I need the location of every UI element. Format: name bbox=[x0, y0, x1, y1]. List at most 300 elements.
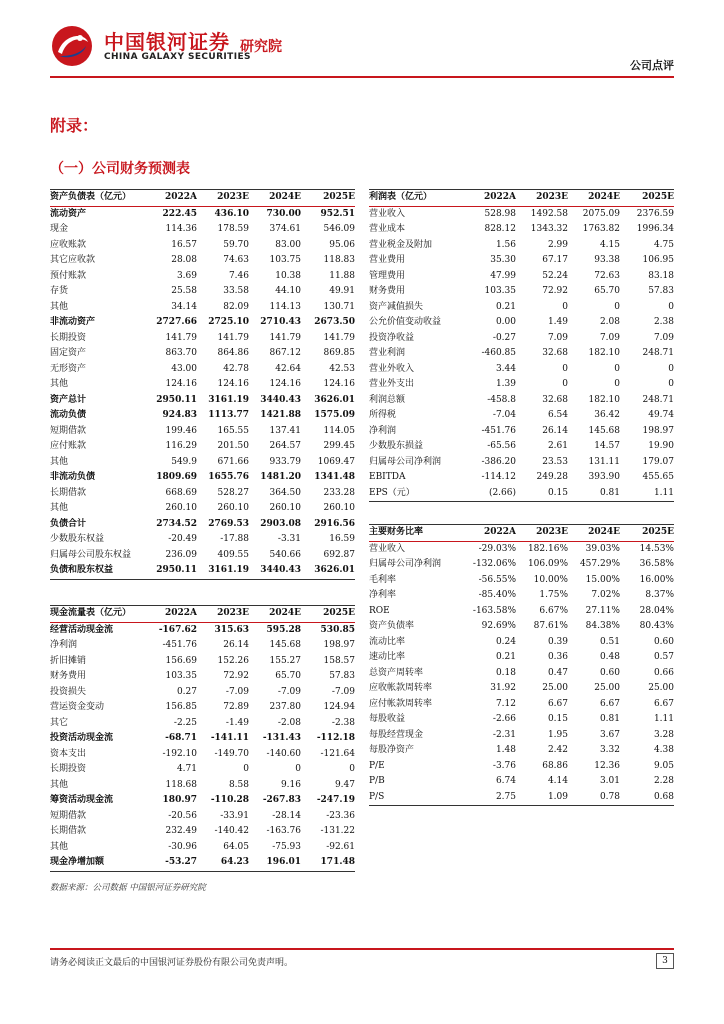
cell-value: 0.60 bbox=[653, 636, 674, 647]
cell-value: 80.43% bbox=[639, 621, 674, 632]
cell-value: 47.99 bbox=[490, 270, 516, 281]
cell-value: -3.76 bbox=[492, 760, 516, 771]
table-row bbox=[50, 762, 355, 778]
row-label: 营业外收入 bbox=[369, 363, 415, 374]
cell-value: 84.38% bbox=[585, 621, 620, 632]
cell-value: 0 bbox=[614, 363, 620, 374]
table-row bbox=[369, 557, 674, 573]
row-label: 预付账款 bbox=[50, 270, 87, 281]
row-label: 短期借款 bbox=[50, 810, 87, 821]
cell-value: 1343.32 bbox=[530, 224, 568, 235]
table-row bbox=[50, 331, 355, 347]
cell-value: 49.74 bbox=[648, 410, 674, 421]
cell-value: 0.36 bbox=[547, 652, 568, 663]
cell-value: 27.11% bbox=[585, 605, 620, 616]
cell-value: -167.62 bbox=[158, 624, 197, 635]
cell-value: -140.60 bbox=[266, 748, 301, 759]
cell-value: -85.40% bbox=[478, 590, 516, 601]
cell-value: 7.02% bbox=[591, 590, 620, 601]
row-label: 每股经营现金 bbox=[369, 729, 424, 740]
cell-value: 248.71 bbox=[642, 394, 674, 405]
cell-value: 52.24 bbox=[542, 270, 568, 281]
row-label: 存货 bbox=[50, 286, 69, 297]
cell-value: 2950.11 bbox=[145, 563, 197, 579]
cell-value: 124.16 bbox=[217, 379, 249, 390]
cell-value: 6.67 bbox=[599, 698, 620, 709]
table-row bbox=[50, 622, 355, 638]
cell-value: 103.35 bbox=[165, 671, 197, 682]
cell-value: 1.56 bbox=[495, 239, 516, 250]
cell-value: 2075.09 bbox=[582, 208, 620, 219]
cell-value: 233.28 bbox=[323, 487, 355, 498]
cell-value: 15.00% bbox=[585, 574, 620, 585]
footer-disclaimer: 请务必阅读正文最后的中国银河证券股份有限公司免责声明。 bbox=[50, 958, 294, 968]
cell-value: 530.85 bbox=[320, 624, 355, 635]
row-label: 资产总计 bbox=[50, 394, 87, 405]
cell-value: 1809.69 bbox=[156, 472, 197, 483]
table-row bbox=[369, 650, 674, 666]
table-row bbox=[369, 728, 674, 744]
cell-value: 2.99 bbox=[547, 239, 568, 250]
cell-value: 16.57 bbox=[171, 239, 197, 250]
row-label: 长期投资 bbox=[50, 332, 87, 343]
row-label: 营业利润 bbox=[369, 348, 406, 359]
cell-value: 0 bbox=[295, 764, 301, 775]
cell-value: 2.28 bbox=[653, 776, 674, 787]
cell-value: 44.10 bbox=[275, 286, 301, 297]
column-header: 2025E bbox=[301, 606, 355, 623]
column-header: 2025E bbox=[301, 190, 355, 207]
cell-value: 145.68 bbox=[269, 640, 301, 651]
cell-value: 141.79 bbox=[165, 332, 197, 343]
row-label: 无形资产 bbox=[50, 363, 87, 374]
cell-value: -17.88 bbox=[220, 534, 249, 545]
cell-value: 3626.01 bbox=[301, 563, 355, 579]
cell-value: 2376.59 bbox=[636, 208, 674, 219]
cell-value: 141.79 bbox=[323, 332, 355, 343]
table-header-row bbox=[50, 190, 355, 207]
cell-value: 869.85 bbox=[323, 348, 355, 359]
cell-value: 0.39 bbox=[547, 636, 568, 647]
cell-value: -247.19 bbox=[316, 795, 355, 806]
column-header: 2023E bbox=[197, 190, 249, 207]
cell-value: 260.10 bbox=[165, 503, 197, 514]
cell-value: 179.07 bbox=[642, 456, 674, 467]
cell-value: 528.27 bbox=[217, 487, 249, 498]
cell-value: 2.75 bbox=[464, 790, 516, 806]
row-label: 管理费用 bbox=[369, 270, 406, 281]
table-row bbox=[369, 284, 674, 300]
row-label: 营业税金及附加 bbox=[369, 239, 433, 250]
cell-value: 103.75 bbox=[269, 255, 301, 266]
cell-value: 0 bbox=[668, 379, 674, 390]
row-label: 净利润 bbox=[50, 640, 78, 651]
row-label: 每股收益 bbox=[369, 714, 406, 725]
balance-sheet-table bbox=[50, 189, 355, 580]
table-row bbox=[50, 793, 355, 809]
row-label: 负债合计 bbox=[50, 518, 87, 529]
cell-value: 2710.43 bbox=[260, 317, 301, 328]
cell-value: -460.85 bbox=[481, 348, 516, 359]
cell-value: 3.44 bbox=[495, 363, 516, 374]
cell-value: 730.00 bbox=[266, 208, 301, 219]
cell-value: 0.21 bbox=[495, 301, 516, 312]
row-label: 利润总额 bbox=[369, 394, 406, 405]
row-label: 其他 bbox=[50, 456, 69, 467]
cell-value: 178.59 bbox=[217, 224, 249, 235]
cell-value: 95.06 bbox=[329, 239, 355, 250]
row-label: 净利率 bbox=[369, 590, 397, 601]
cell-value: 106.95 bbox=[642, 255, 674, 266]
row-label: 归属母公司净利润 bbox=[369, 559, 442, 570]
cell-value: 65.70 bbox=[594, 286, 620, 297]
cell-value: 0.21 bbox=[495, 652, 516, 663]
cell-value: 42.64 bbox=[275, 363, 301, 374]
cell-value: 124.16 bbox=[165, 379, 197, 390]
table-row bbox=[50, 517, 355, 533]
cell-value: -30.96 bbox=[168, 841, 197, 852]
table-title: 利润表（亿元） bbox=[369, 190, 464, 207]
page-header bbox=[0, 0, 724, 80]
cell-value: 455.65 bbox=[642, 472, 674, 483]
cell-value: 393.90 bbox=[588, 472, 620, 483]
cell-value: 299.45 bbox=[323, 441, 355, 452]
table-row bbox=[369, 362, 674, 378]
cell-value: 6.67% bbox=[539, 605, 568, 616]
cell-value: 130.71 bbox=[323, 301, 355, 312]
cell-value: 72.92 bbox=[223, 671, 249, 682]
row-label: 其他 bbox=[50, 301, 69, 312]
row-label: 毛利率 bbox=[369, 574, 397, 585]
row-label: 应付帐款周转率 bbox=[369, 698, 433, 709]
cell-value: 25.00 bbox=[542, 683, 568, 694]
cell-value: 0.24 bbox=[495, 636, 516, 647]
row-label: 速动比率 bbox=[369, 652, 406, 663]
table-row bbox=[50, 824, 355, 840]
cell-value: 867.12 bbox=[269, 348, 301, 359]
cell-value: 32.68 bbox=[542, 394, 568, 405]
cell-value: 2950.11 bbox=[156, 394, 197, 405]
table-row bbox=[50, 269, 355, 285]
table-row bbox=[369, 588, 674, 604]
cell-value: 1.75% bbox=[539, 590, 568, 601]
table-row bbox=[50, 315, 355, 331]
row-label: 营业收入 bbox=[369, 208, 406, 219]
cell-value: 1996.34 bbox=[636, 224, 674, 235]
cell-value: 6.67 bbox=[653, 698, 674, 709]
cell-value: -7.09 bbox=[331, 686, 355, 697]
cell-value: 2.08 bbox=[599, 317, 620, 328]
cell-value: 7.09 bbox=[599, 332, 620, 343]
cell-value: 3.67 bbox=[599, 729, 620, 740]
row-label: P/E bbox=[369, 760, 385, 771]
cell-value: 0.15 bbox=[547, 714, 568, 725]
cash-flow-table bbox=[50, 605, 355, 872]
table-row bbox=[50, 654, 355, 670]
cell-value: 8.58 bbox=[228, 779, 249, 790]
table-row bbox=[50, 393, 355, 409]
row-label: 财务费用 bbox=[369, 286, 406, 297]
row-label: ROE bbox=[369, 605, 390, 616]
cell-value: 83.18 bbox=[648, 270, 674, 281]
column-header: 2022A bbox=[145, 190, 197, 207]
table-row bbox=[50, 300, 355, 316]
cell-value: -192.10 bbox=[162, 748, 197, 759]
cell-value: 182.10 bbox=[588, 348, 620, 359]
cell-value: 156.85 bbox=[165, 702, 197, 713]
table-row bbox=[369, 697, 674, 713]
cell-value: 540.66 bbox=[269, 549, 301, 560]
table-row bbox=[50, 855, 355, 871]
cell-value: -141.11 bbox=[210, 733, 249, 744]
table-row bbox=[50, 346, 355, 362]
cell-value: 25.00 bbox=[648, 683, 674, 694]
cell-value: 528.98 bbox=[484, 208, 516, 219]
cell-value: 137.41 bbox=[269, 425, 301, 436]
cell-value: 1.09 bbox=[516, 790, 568, 806]
cell-value: 199.46 bbox=[165, 425, 197, 436]
cell-value: 26.14 bbox=[223, 640, 249, 651]
cell-value: 0 bbox=[349, 764, 355, 775]
table-header-row bbox=[50, 606, 355, 623]
footer-divider bbox=[50, 948, 674, 950]
cell-value: 124.16 bbox=[269, 379, 301, 390]
row-label: 长期借款 bbox=[50, 487, 87, 498]
table-row bbox=[369, 331, 674, 347]
cell-value: 49.91 bbox=[329, 286, 355, 297]
column-header: 2023E bbox=[197, 606, 249, 623]
cell-value: 0.57 bbox=[653, 652, 674, 663]
row-label: 资本支出 bbox=[50, 748, 87, 759]
cell-value: 182.16% bbox=[527, 543, 568, 554]
cell-value: -2.08 bbox=[277, 717, 301, 728]
cell-value: 933.79 bbox=[269, 456, 301, 467]
cell-value: 87.61% bbox=[533, 621, 568, 632]
cell-value: 28.08 bbox=[171, 255, 197, 266]
cell-value: 315.63 bbox=[214, 624, 249, 635]
cell-value: -163.76 bbox=[266, 826, 301, 837]
cell-value: 0.60 bbox=[599, 667, 620, 678]
cell-value: -7.09 bbox=[277, 686, 301, 697]
cell-value: 249.28 bbox=[536, 472, 568, 483]
row-label: 流动负债 bbox=[50, 410, 87, 421]
table-row bbox=[369, 269, 674, 285]
cell-value: 864.86 bbox=[217, 348, 249, 359]
table-row bbox=[50, 238, 355, 254]
row-label: 流动比率 bbox=[369, 636, 406, 647]
cell-value: 3161.19 bbox=[197, 563, 249, 579]
row-label: 营业成本 bbox=[369, 224, 406, 235]
cell-value: -110.28 bbox=[210, 795, 249, 806]
cell-value: 2.42 bbox=[547, 745, 568, 756]
cell-value: -20.49 bbox=[168, 534, 197, 545]
table-row bbox=[50, 548, 355, 564]
cell-value: 35.30 bbox=[490, 255, 516, 266]
cell-value: 16.59 bbox=[329, 534, 355, 545]
cell-value: 0.15 bbox=[516, 486, 568, 502]
cell-value: 196.01 bbox=[249, 855, 301, 871]
cell-value: 0.51 bbox=[599, 636, 620, 647]
cell-value: 1492.58 bbox=[530, 208, 568, 219]
table-row bbox=[50, 563, 355, 579]
cell-value: 1.11 bbox=[653, 714, 674, 725]
column-header: 2023E bbox=[516, 525, 568, 542]
cell-value: 668.69 bbox=[165, 487, 197, 498]
cell-value: 0 bbox=[668, 301, 674, 312]
cell-value: 67.17 bbox=[542, 255, 568, 266]
column-header: 2024E bbox=[568, 190, 620, 207]
row-label: 非流动负债 bbox=[50, 472, 96, 483]
cell-value: 145.68 bbox=[588, 425, 620, 436]
row-label: P/B bbox=[369, 776, 385, 787]
table-row bbox=[369, 774, 674, 790]
cell-value: 0 bbox=[243, 764, 249, 775]
logo-en-text: CHINA GALAXY SECURITIES bbox=[104, 52, 251, 62]
cell-value: 248.71 bbox=[642, 348, 674, 359]
cell-value: -75.93 bbox=[272, 841, 301, 852]
cell-value: 156.69 bbox=[165, 655, 197, 666]
cell-value: 260.10 bbox=[269, 503, 301, 514]
cell-value: 3.28 bbox=[653, 729, 674, 740]
row-label: P/S bbox=[369, 790, 464, 806]
cell-value: 595.28 bbox=[266, 624, 301, 635]
cell-value: 436.10 bbox=[214, 208, 249, 219]
cell-value: 0.81 bbox=[599, 714, 620, 725]
row-label: 负债和股东权益 bbox=[50, 563, 145, 579]
cell-value: 72.89 bbox=[223, 702, 249, 713]
table-header-row bbox=[369, 525, 674, 542]
table-row bbox=[369, 635, 674, 651]
row-label: 经营活动现金流 bbox=[50, 624, 114, 635]
page-number: 3 bbox=[656, 953, 674, 969]
cell-value: -451.76 bbox=[162, 640, 197, 651]
cell-value: 11.88 bbox=[329, 270, 355, 281]
cell-value: 671.66 bbox=[217, 456, 249, 467]
cell-value: 4.14 bbox=[547, 776, 568, 787]
cell-value: 0.68 bbox=[620, 790, 674, 806]
row-label: 非流动资产 bbox=[50, 317, 96, 328]
cell-value: 165.55 bbox=[217, 425, 249, 436]
table-row bbox=[369, 393, 674, 409]
cell-value: 23.53 bbox=[542, 456, 568, 467]
cell-value: 1763.82 bbox=[582, 224, 620, 235]
row-label: 长期借款 bbox=[50, 826, 87, 837]
cell-value: 260.10 bbox=[217, 503, 249, 514]
table-row bbox=[369, 253, 674, 269]
cell-value: -0.27 bbox=[492, 332, 516, 343]
cell-value: -2.25 bbox=[173, 717, 197, 728]
cell-value: 118.83 bbox=[323, 255, 355, 266]
row-label: 投资活动现金流 bbox=[50, 733, 114, 744]
cell-value: 33.58 bbox=[223, 286, 249, 297]
cell-value: -56.55% bbox=[478, 574, 516, 585]
column-header: 2025E bbox=[620, 190, 674, 207]
row-label: 资产减值损失 bbox=[369, 301, 424, 312]
cell-value: 12.36 bbox=[594, 760, 620, 771]
cell-value: 2727.66 bbox=[156, 317, 197, 328]
section-title: （一）公司财务预测表 bbox=[50, 161, 190, 177]
row-label: 营运资金变动 bbox=[50, 702, 105, 713]
cell-value: 3440.43 bbox=[260, 394, 301, 405]
column-header: 2024E bbox=[249, 190, 301, 207]
row-label: 短期借款 bbox=[50, 425, 87, 436]
cell-value: (2.66) bbox=[464, 486, 516, 502]
row-label: 总资产周转率 bbox=[369, 667, 424, 678]
cell-value: 141.79 bbox=[217, 332, 249, 343]
table-row bbox=[50, 532, 355, 548]
cell-value: 3.01 bbox=[599, 776, 620, 787]
cell-value: -3.31 bbox=[277, 534, 301, 545]
cell-value: 692.87 bbox=[323, 549, 355, 560]
table-row bbox=[369, 573, 674, 589]
table-row bbox=[369, 790, 674, 806]
cell-value: 103.35 bbox=[484, 286, 516, 297]
row-label: 现金 bbox=[50, 224, 69, 235]
row-label: 少数股东权益 bbox=[50, 534, 105, 545]
cell-value: 1.95 bbox=[547, 729, 568, 740]
table-row bbox=[50, 685, 355, 701]
cell-value: 2903.08 bbox=[260, 518, 301, 529]
column-header: 2024E bbox=[249, 606, 301, 623]
cell-value: 57.83 bbox=[648, 286, 674, 297]
cell-value: 0 bbox=[668, 363, 674, 374]
row-label: 投资损失 bbox=[50, 686, 87, 697]
row-label: 营业收入 bbox=[369, 543, 406, 554]
table-row bbox=[369, 222, 674, 238]
table-header-row bbox=[369, 190, 674, 207]
cell-value: 232.49 bbox=[165, 826, 197, 837]
cell-value: 118.68 bbox=[165, 779, 197, 790]
table-row bbox=[50, 439, 355, 455]
cell-value: 1.39 bbox=[495, 379, 516, 390]
cell-value: 124.94 bbox=[323, 702, 355, 713]
cell-value: 0 bbox=[562, 363, 568, 374]
row-label: 营业费用 bbox=[369, 255, 406, 266]
cell-value: 114.36 bbox=[165, 224, 197, 235]
cell-value: 828.12 bbox=[484, 224, 516, 235]
cell-value: 1.48 bbox=[495, 745, 516, 756]
cell-value: 14.53% bbox=[639, 543, 674, 554]
cell-value: 19.90 bbox=[648, 441, 674, 452]
cell-value: -20.56 bbox=[168, 810, 197, 821]
row-label: 流动资产 bbox=[50, 208, 87, 219]
row-label: 资产负债率 bbox=[369, 621, 415, 632]
cell-value: -7.04 bbox=[492, 410, 516, 421]
cell-value: -1.49 bbox=[225, 717, 249, 728]
cell-value: -458.8 bbox=[487, 394, 516, 405]
cell-value: 34.14 bbox=[171, 301, 197, 312]
table-title: 主要财务比率 bbox=[369, 525, 464, 542]
row-label: 净利润 bbox=[369, 425, 397, 436]
cell-value: 409.55 bbox=[217, 549, 249, 560]
table-row bbox=[50, 501, 355, 517]
cell-value: 0.18 bbox=[495, 667, 516, 678]
cell-value: 6.67 bbox=[547, 698, 568, 709]
cell-value: 39.03% bbox=[585, 543, 620, 554]
header-divider bbox=[50, 76, 674, 78]
cell-value: -114.12 bbox=[481, 472, 516, 483]
report-type-label: 公司点评 bbox=[630, 59, 674, 72]
cell-value: 2916.56 bbox=[314, 518, 355, 529]
income-statement-table bbox=[369, 189, 674, 502]
cell-value: 32.68 bbox=[542, 348, 568, 359]
cell-value: 10.38 bbox=[275, 270, 301, 281]
row-label: 其他 bbox=[50, 841, 69, 852]
table-row bbox=[50, 809, 355, 825]
cell-value: 0 bbox=[614, 301, 620, 312]
cell-value: 2769.53 bbox=[208, 518, 249, 529]
table-row bbox=[50, 840, 355, 856]
